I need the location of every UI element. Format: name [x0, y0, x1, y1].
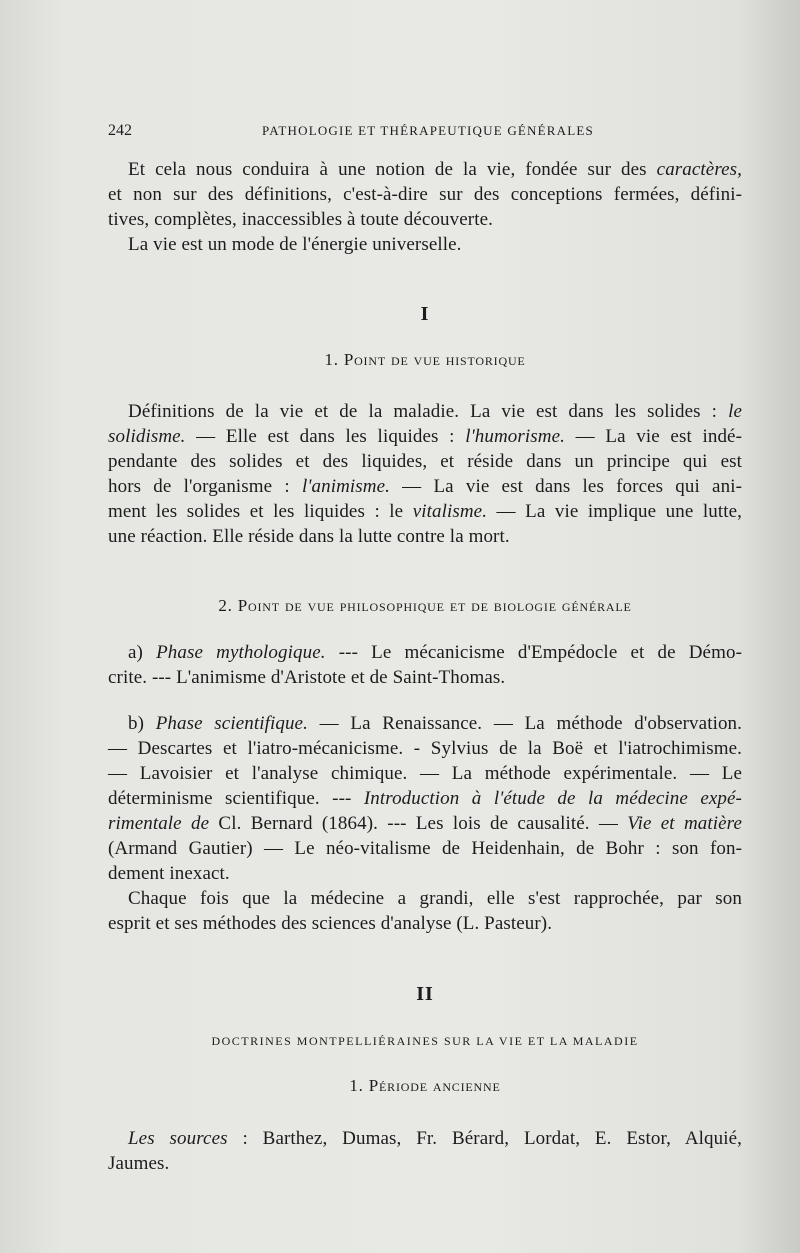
p1-line-3: pendante des solides et des liquides, et réside dans un principe qui est [108, 451, 742, 472]
p3-line-2: — Descartes et l'iatro-mécanicisme. - Sylvius de la Boë et l'iatrochimisme. [108, 738, 742, 759]
page-number: 242 [108, 122, 132, 139]
p3-line-4: déterminisme scientifique. --- Introduction à l'étude de la médecine expé- [108, 788, 742, 809]
p3-line-3: — Lavoisier et l'analyse chimique. — La méthode expérimentale. — Le [108, 763, 742, 784]
intro-line-3: tives, complètes, inaccessibles à toute découverte. [108, 209, 493, 230]
running-title: PATHOLOGIE ET THÉRAPEUTIQUE GÉNÉRALES [262, 123, 594, 138]
p1-line-6: une réaction. Elle réside dans la lutte contre la mort. [108, 526, 510, 547]
p4-line-2: Jaumes. [108, 1153, 170, 1174]
p3-line-7: dement inexact. [108, 863, 230, 884]
p1-line-2: solidisme. — Elle est dans les liquides : l'humorisme. — La vie est indé- [108, 426, 743, 447]
p1-line-5: ment les solides et les liquides : le vitalisme. — La vie implique une lutte, [108, 501, 742, 522]
p1-line-4: hors de l'organisme : l'animisme. — La vie est dans les forces qui ani- [108, 476, 742, 497]
section-numeral-1: I [420, 303, 430, 325]
p3-line-9: esprit et ses méthodes des sciences d'analyse (L. Pasteur). [108, 913, 553, 934]
intro-line-1: Et cela nous conduira à une notion de la vie, fondée sur des caractères, [128, 159, 742, 180]
p4-line-1: Les sources : Barthez, Dumas, Fr. Bérard, Lordat, E. Estor, Alquié, [128, 1128, 742, 1149]
section-numeral-2: II [416, 983, 434, 1005]
p1-line-1: Définitions de la vie et de la maladie. La vie est dans les solides : le [128, 401, 742, 422]
p3-line-6: (Armand Gautier) — Le néo-vitalisme de Heidenhain, de Bohr : son fon- [108, 838, 742, 859]
p3-line-5: rimentale de Cl. Bernard (1864). --- Les lois de causalité. — Vie et matière [108, 813, 743, 834]
section-heading-historique: 1. Point de vue historique [324, 350, 526, 369]
section-heading-periode: 1. Période ancienne [349, 1076, 501, 1095]
intro-line-2: et non sur des définitions, c'est-à-dire sur des conceptions fermées, défini- [108, 184, 742, 205]
intro-line-4: La vie est un mode de l'énergie universelle. [128, 234, 462, 255]
p2-line-2: crite. --- L'animisme d'Aristote et de Saint-Thomas. [108, 667, 506, 688]
p2-line-1: a) Phase mythologique. --- Le mécanicisme d'Empédocle et de Démo- [128, 642, 742, 663]
p3-line-8: Chaque fois que la médecine a grandi, elle s'est rapprochée, par son [128, 888, 742, 909]
section-title-doctrines: DOCTRINES MONTPELLIÉRAINES SUR LA VIE ET LA MALADIE [211, 1034, 639, 1048]
p3-line-1: b) Phase scientifique. — La Renaissance. — La méthode d'observation. [128, 713, 743, 734]
section-heading-philosophique: 2. Point de vue philosophique et de biologie générale [218, 596, 632, 615]
